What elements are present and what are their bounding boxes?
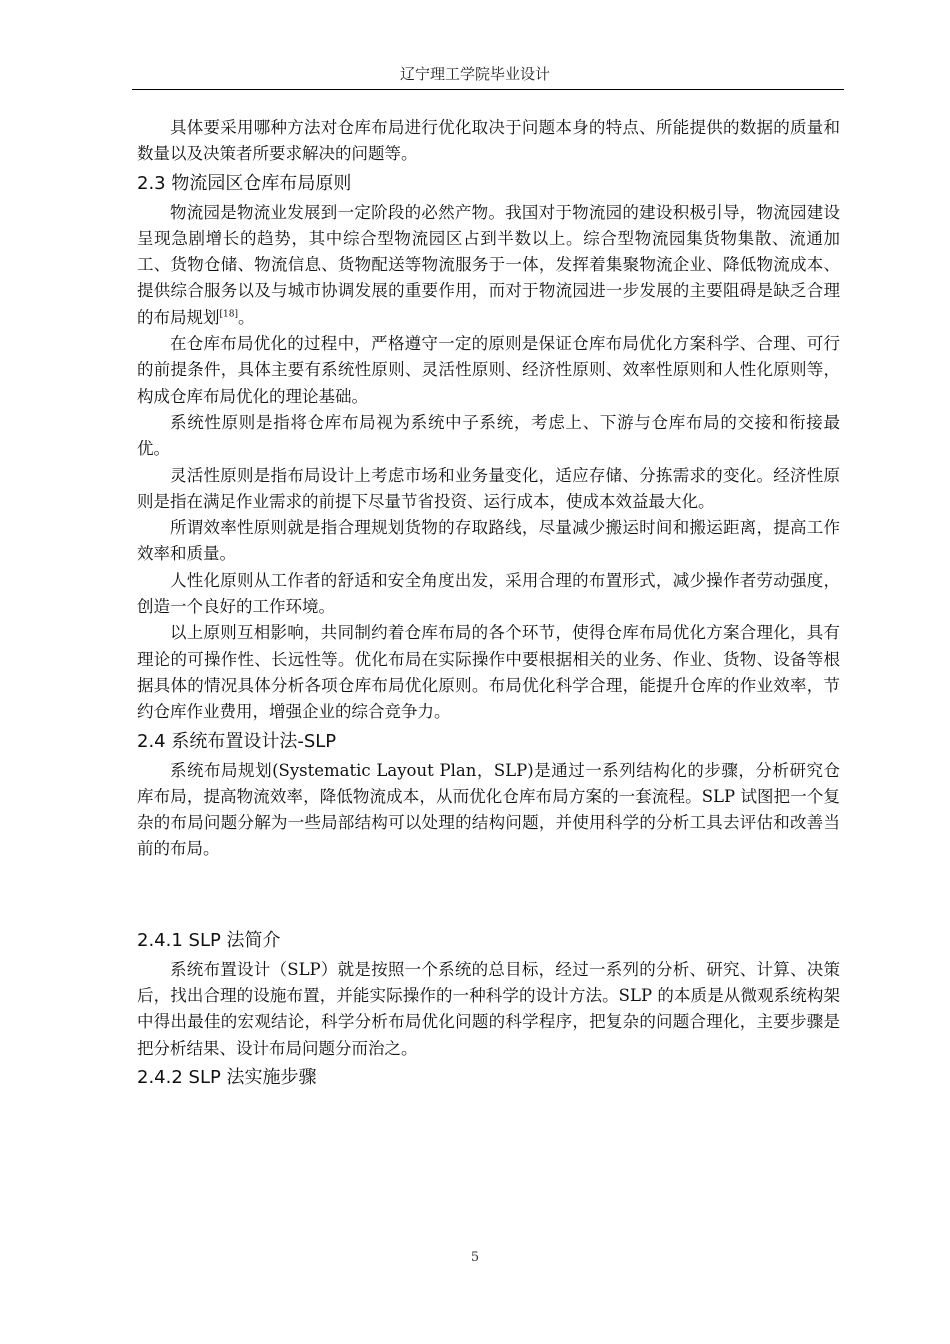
paragraph-logistics-park	[137, 200, 840, 331]
paragraph-slp-overview: 系统布局规划(Systematic Layout Plan，SLP)是通过一系列结构化的步骤，分析研究仓库布局，提高物流效率，降低物流成本，从而优化仓库布局方案的一套流程。SLP 试图把一个复杂的布局问题分解为一些局部结构可以处理的结构问题，并使用科学的分析工具去评估和改善当前的布局。	[137, 760, 840, 859]
paragraph-logistics-park-text: 物流园是物流业发展到一定阶段的必然产物。我国对于物流园的建设积极引导，物流园建设呈现急剧增长的趋势，其中综合型物流园区占到半数以上。综合型物流园集货物集散、流通加工、货物仓储、物流信息、货物配送等物流服务于一体，发挥着集聚物流企业、降低物流成本、提供综合服务以及与城市协调发展的重要作用，而对于物流园进一步发展的主要阻碍是缺乏合理的布局规划	[137, 202, 840, 327]
running-header: 辽宁理工学院毕业设计	[399, 65, 550, 83]
header-divider	[132, 89, 844, 90]
section-heading-2-3: 2.3 物流园区仓库布局原则	[137, 172, 352, 194]
section-heading-2-4-2: 2.4.2 SLP 法实施步骤	[137, 1066, 317, 1088]
section-heading-2-4: 2.4 系统布置设计法-SLP	[137, 730, 337, 752]
paragraph-logistics-park-end: 。	[237, 307, 255, 327]
paragraph-slp-intro: 系统布置设计（SLP）就是按照一个系统的总目标，经过一系列的分析、研究、计算、决策后，找出合理的设施布置，并能实际操作的一种科学的设计方法。SLP 的本质是从微观系统构架中得出最佳的宏观结论，科学分析布局优化问题的科学程序，把复杂的问题合理化，主要步骤是把分析结果、设计布局问题分而治之。	[137, 959, 840, 1058]
section-heading-2-4-1: 2.4.1 SLP 法简介	[137, 929, 281, 951]
paragraph-humanization-principle: 人性化原则从工作者的舒适和安全角度出发，采用合理的布置形式，减少操作者劳动强度，创造一个良好的工作环境。	[137, 570, 840, 617]
paragraph-systematic-principle: 系统性原则是指将仓库布局视为系统中子系统，考虑上、下游与仓库布局的交接和衔接最优。	[137, 412, 840, 459]
citation-18: [18]	[219, 309, 238, 320]
spacer	[137, 863, 840, 925]
paragraph-efficiency-principle: 所谓效率性原则就是指合理规划货物的存取路线，尽量减少搬运时间和搬运距离，提高工作效率和质量。	[137, 518, 840, 564]
page-number: 5	[470, 1250, 480, 1265]
page-body	[137, 115, 840, 1094]
paragraph-principles-summary: 以上原则互相影响，共同制约着仓库布局的各个环节，使得仓库布局优化方案合理化，具有理论的可操作性、长远性等。优化布局在实际操作中要根据相关的业务、作业、货物、设备等根据具体的情况具体分析各项仓库布局优化原则。布局优化科学合理，能提升仓库的作业效率，节约仓库作业费用，增强企业的综合竞争力。	[137, 623, 840, 722]
paragraph-flexibility-principle: 灵活性原则是指布局设计上考虑市场和业务量变化，适应存储、分拣需求的变化。经济性原则是指在满足作业需求的前提下尽量节省投资、运行成本，使成本效益最大化。	[137, 465, 840, 511]
paragraph-principles: 在仓库布局优化的过程中，严格遵守一定的原则是保证仓库布局优化方案科学、合理、可行的前提条件，具体主要有系统性原则、灵活性原则、经济性原则、效率性原则和人性化原则等，构成仓库布局优化的理论基础。	[137, 334, 840, 406]
paragraph-intro: 具体要采用哪种方法对仓库布局进行优化取决于问题本身的特点、所能提供的数据的质量和数量以及决策者所要求解决的问题等。	[137, 118, 840, 164]
